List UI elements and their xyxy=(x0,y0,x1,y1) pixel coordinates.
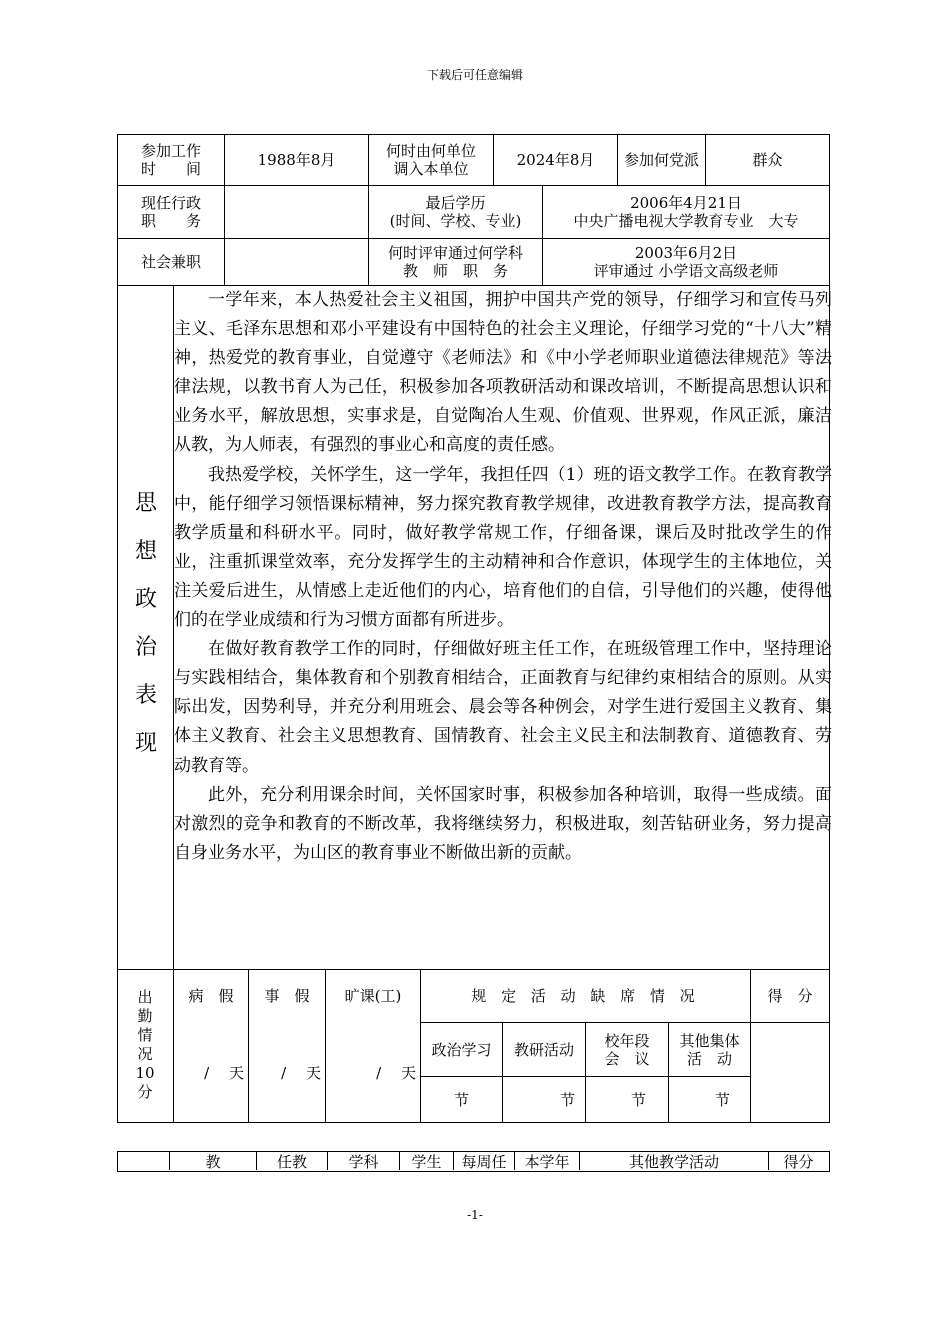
header-cell: 本学年 xyxy=(524,1152,570,1171)
other-activity-value: 节 xyxy=(714,1091,730,1109)
party-label: 参加何党派 xyxy=(623,151,699,169)
label-char: 况 xyxy=(137,1045,153,1063)
paragraph: 此外，充分利用课余时间，关怀国家时事，积极参加各种培训，取得一些成绩。面对激烈的竞争和教育的不断改革，我将继续努力，积极进取，刻苦钻研业务，努力提高自身业务水平，为山区的教育事业不断做出新的贡献。 xyxy=(174,784,832,863)
research-label: 教研活动 xyxy=(513,1040,574,1059)
sick-leave-value: / 天 xyxy=(204,1064,244,1082)
header-cell: 教 xyxy=(205,1152,221,1171)
title-value xyxy=(543,239,829,285)
label-char: 10 xyxy=(135,1064,155,1082)
label-line: 何时评审通过何学科 xyxy=(387,244,523,262)
header-cell: 每周任 xyxy=(461,1152,507,1171)
personal-leave-label: 事 假 xyxy=(264,987,310,1005)
personal-leave-value: / 天 xyxy=(281,1064,321,1082)
attendance-label xyxy=(120,988,170,1102)
activity-header: 规 定 活 动 缺 席 情 况 xyxy=(471,987,700,1005)
position-label xyxy=(118,186,224,238)
label-line: 调入本单位 xyxy=(393,160,469,178)
header-cell: 学科 xyxy=(348,1152,379,1171)
value-line: 2006年4月21日 xyxy=(630,194,742,212)
political-statement xyxy=(174,286,832,868)
paragraph: 一学年来，本人热爱社会主义祖国，拥护中国共产党的领导，仔细学习和宣传马列主义、毛泽东思想和邓小平建设有中国特色的社会主义理论，仔细学习党的“十八大”精神，热爱党的教育事业，自觉遵守《老师法》和《中小学老师职业道德法律规范》等法律法规，以教书育人为己任，积极参加各项教研活动和课改培训，不断提高思想认识和业务水平，解放思想，实事求是，自觉陶冶人生观、价值观、世界观，作风正派，廉洁从教，为人师表，有强烈的事业心和高度的责任感。 xyxy=(174,290,832,456)
label-char: 表 xyxy=(134,683,157,708)
label-line: 何时由何单位 xyxy=(385,142,476,160)
education-value xyxy=(543,186,829,238)
work-start-value: 1988年8月 xyxy=(257,151,336,169)
label-line: 会 议 xyxy=(604,1049,650,1068)
political-section-label xyxy=(120,480,172,768)
transfer-label xyxy=(369,135,493,185)
value-line: 评审通过 小学语文高级老师 xyxy=(593,262,779,280)
score-label: 得 分 xyxy=(767,987,813,1005)
paragraph: 我热爱学校，关怀学生，这一学年，我担任四（1）班的语文教学工作。在教育教学中，能仔细学习领悟课标精神，努力探究教育教学规律，改进教育教学方法，提高教育教学质量和科研水平。同时，做好教学常规工作，仔细备课，课后及时批改学生的作业，注重抓课堂效率，充分发挥学生的主动精神和合作意识，体现学生的主体地位，关注关爱后进生，从情感上走近他们的内心，培育他们的自信，引导他们的兴趣，使得他们的在学业成绩和行为习惯方面都有所进步。 xyxy=(174,464,832,631)
header-cell xyxy=(118,1152,169,1170)
label-char: 勤 xyxy=(137,1007,153,1025)
page-number: -1- xyxy=(467,1208,483,1222)
label-line: 现任行政 xyxy=(140,194,201,212)
label-line: 其他集体 xyxy=(679,1031,740,1050)
label-char: 现 xyxy=(134,731,157,756)
absence-value: / 天 xyxy=(376,1064,416,1082)
paragraph: 在做好教育教学工作的同时，仔细做好班主任工作，在班级管理工作中，坚持理论与实践相结合，集体教育和个别教育相结合，正面教育与纪律约束相结合的原则。从实际出发，因势利导，并充分利用班会、晨会等各种例会，对学生进行爱国主义教育、集体主义教育、社会主义思想教育、国情教育、社会主义民主和法制教育、道德教育、劳动教育等。 xyxy=(174,639,832,776)
label-char: 思 xyxy=(134,491,157,516)
value-line: 中央广播电视大学教育专业 大专 xyxy=(573,212,799,230)
transfer-value: 2024年8月 xyxy=(516,151,595,169)
label-line: 职 务 xyxy=(140,212,201,230)
social-value xyxy=(225,239,368,285)
title-label xyxy=(369,239,542,285)
work-start-label xyxy=(118,135,224,185)
research-value: 节 xyxy=(559,1091,575,1109)
sick-leave-label: 病 假 xyxy=(188,987,234,1005)
label-line: 时 间 xyxy=(140,160,201,178)
label-line: 活 动 xyxy=(686,1049,732,1068)
education-label xyxy=(369,186,542,238)
political-study-label: 政治学习 xyxy=(431,1040,492,1059)
political-study-value: 节 xyxy=(453,1091,469,1109)
label-char: 政 xyxy=(134,587,157,612)
header-cell: 其他教学活动 xyxy=(628,1152,719,1171)
social-label: 社会兼职 xyxy=(140,253,201,271)
other-activity-label xyxy=(669,1023,750,1076)
grade-meeting-label xyxy=(586,1023,668,1076)
grade-meeting-value: 节 xyxy=(630,1091,646,1109)
header-cell: 任教 xyxy=(276,1152,307,1171)
position-value xyxy=(225,186,368,238)
label-char: 想 xyxy=(134,539,157,564)
label-line: 教 师 职 务 xyxy=(402,262,508,280)
label-line: 参加工作 xyxy=(140,142,201,160)
teaching-table-header xyxy=(117,1151,830,1172)
score-value xyxy=(751,1023,829,1123)
label-char: 出 xyxy=(137,988,153,1006)
header-note: 下载后可任意编辑 xyxy=(426,68,523,82)
label-line: 最后学历 xyxy=(425,194,486,212)
value-line: 2003年6月2日 xyxy=(634,244,738,262)
party-value: 群众 xyxy=(752,151,783,169)
header-cell: 学生 xyxy=(411,1152,442,1171)
label-char: 情 xyxy=(137,1026,153,1044)
label-line: (时间、学校、专业) xyxy=(389,212,522,230)
label-char: 治 xyxy=(134,635,157,660)
absence-label: 旷课(工) xyxy=(344,987,402,1005)
label-char: 分 xyxy=(137,1083,153,1101)
label-line: 校年段 xyxy=(604,1031,650,1050)
header-cell: 得分 xyxy=(783,1152,814,1171)
